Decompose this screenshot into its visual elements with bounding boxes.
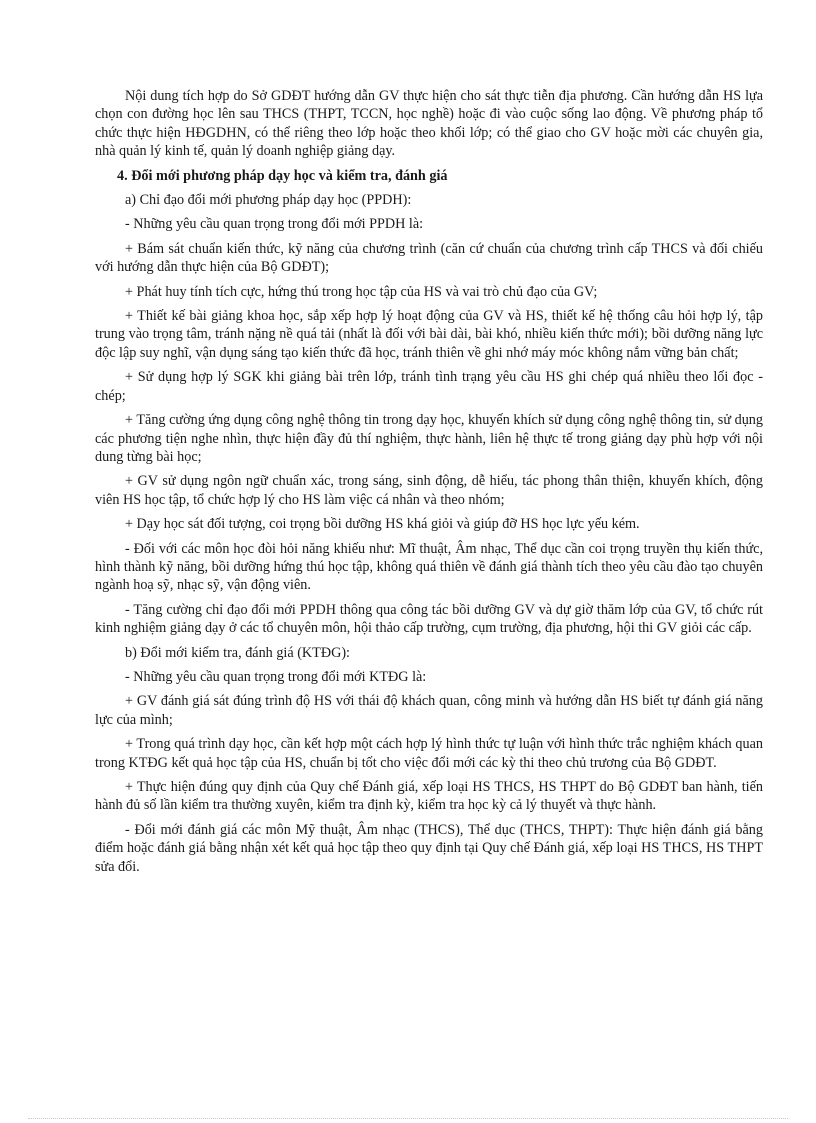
- bullet-fair-assessment: + GV đánh giá sát đúng trình độ HS với thái độ khách quan, công minh và hướng dẫn HS biết tự đánh giá năng lực của mình;: [95, 693, 763, 728]
- paragraph-aptitude-subjects: - Đối với các môn học đòi hỏi năng khiếu như: Mĩ thuật, Âm nhạc, Thể dục cần coi trọng truyền thụ kiến thức, hình thành kỹ năng, bồi dưỡng hứng thú học tập, không quá thiên về đánh giá thành tích theo yêu cầu đào tạo chuyên ngành hoạ sỹ, nhạc sỹ, vận động viên.: [95, 540, 763, 594]
- bullet-regulations: + Thực hiện đúng quy định của Quy chế Đánh giá, xếp loại HS THCS, HS THPT do Bộ GDĐT ban hành, tiến hành đủ số lần kiểm tra thường xuyên, kiểm tra định kỳ, kiểm tra học kỳ cả lý thuyết và thực hành.: [95, 779, 763, 814]
- paragraph-arts-assessment: - Đổi mới đánh giá các môn Mỹ thuật, Âm nhạc (THCS), Thể dục (THCS, THPT): Thực hiện đánh giá bằng điểm hoặc đánh giá bằng nhận xét kết quả học tập theo quy định tại Quy chế Đánh giá, xếp loại HS THCS, HS THPT sửa đổi.: [95, 821, 763, 875]
- bullet-standards: + Bám sát chuẩn kiến thức, kỹ năng của chương trình (căn cứ chuẩn của chương trình cấp THCS và đối chiếu với hướng dẫn thực hiện của Bộ GDĐT);: [95, 240, 763, 276]
- bullet-it-application: + Tăng cường ứng dụng công nghệ thông tin trong dạy học, khuyến khích sử dụng công nghệ thông tin, sử dụng các phương tiện nghe nhìn, thực hiện đầy đủ thí nghiệm, thực hành, liên hệ thực tế trong giảng dạy phù hợp với nội dung từng bài học;: [95, 412, 763, 465]
- subsection-a-title: a) Chỉ đạo đổi mới phương pháp dạy học (PPDH):: [125, 192, 412, 209]
- requirements-ppdh-intro: - Những yêu cầu quan trọng trong đổi mới PPDH là:: [125, 216, 424, 233]
- paragraph-intro: Nội dung tích hợp do Sở GDĐT hướng dẫn GV thực hiện cho sát thực tiễn địa phương. Cần hướng dẫn HS lựa chọn con đường học lên sau THCS (THPT, TCCN, học nghề) hoặc đi vào cuộc sống lao động. Về phương pháp tổ chức thực hiện HĐGDHN, có thể riêng theo lớp hoặc theo khối lớp; có thể giao cho GV hoặc mời các chuyên gia, nhà quản lý kinh tế, quản lý doanh nghiệp giảng dạy.: [95, 88, 763, 160]
- subsection-b-title: b) Đổi mới kiểm tra, đánh giá (KTĐG):: [125, 644, 350, 661]
- page-bottom-divider: [28, 1118, 788, 1119]
- bullet-essay-multiple-choice: + Trong quá trình dạy học, cần kết hợp một cách hợp lý hình thức tự luận với hình thức trắc nghiệm khách quan trong KTĐG kết quả học tập của HS, chuẩn bị tốt cho việc đổi mới các kỳ thi theo chủ trương của Bộ GDĐT.: [95, 736, 763, 771]
- bullet-activeness: + Phát huy tính tích cực, hứng thú trong học tập của HS và vai trò chủ đạo của GV;: [125, 283, 598, 300]
- bullet-teacher-language: + GV sử dụng ngôn ngữ chuẩn xác, trong sáng, sinh động, dễ hiểu, tác phong thân thiện, khuyến khích, động viên HS học tập, tổ chức hợp lý cho HS làm việc cá nhân và theo nhóm;: [95, 473, 763, 508]
- bullet-textbook-use: + Sử dụng hợp lý SGK khi giảng bài trên lớp, tránh tình trạng yêu cầu HS ghi chép quá nhiều theo lối đọc - chép;: [95, 369, 763, 404]
- paragraph-teacher-training: - Tăng cường chỉ đạo đổi mới PPDH thông qua công tác bồi dưỡng GV và dự giờ thăm lớp của GV, tổ chức rút kinh nghiệm giảng dạy ở các tổ chuyên môn, hội thảo cấp trường, cụm trường, địa phương, hội thi GV giỏi các cấp.: [95, 601, 763, 637]
- document-page: [95, 87, 763, 882]
- bullet-lesson-design: + Thiết kế bài giảng khoa học, sắp xếp hợp lý hoạt động của GV và HS, thiết kế hệ thống câu hỏi hợp lý, tập trung vào trọng tâm, tránh nặng nề quá tải (nhất là đối với bài dài, bài khó, nhiều kiến thức mới); bồi dưỡng năng lực độc lập suy nghĩ, vận dụng sáng tạo kiến thức đã học, tránh thiên về ghi nhớ máy móc không nắm vững bản chất;: [95, 308, 763, 361]
- requirements-ktdg-intro: - Những yêu cầu quan trọng trong đổi mới KTĐG là:: [125, 668, 427, 685]
- bullet-differentiated-teaching: + Dạy học sát đối tượng, coi trọng bồi dưỡng HS khá giỏi và giúp đỡ HS học lực yếu kém.: [125, 516, 640, 533]
- section-heading-4: 4. Đổi mới phương pháp dạy học và kiểm tra, đánh giá: [117, 167, 448, 184]
